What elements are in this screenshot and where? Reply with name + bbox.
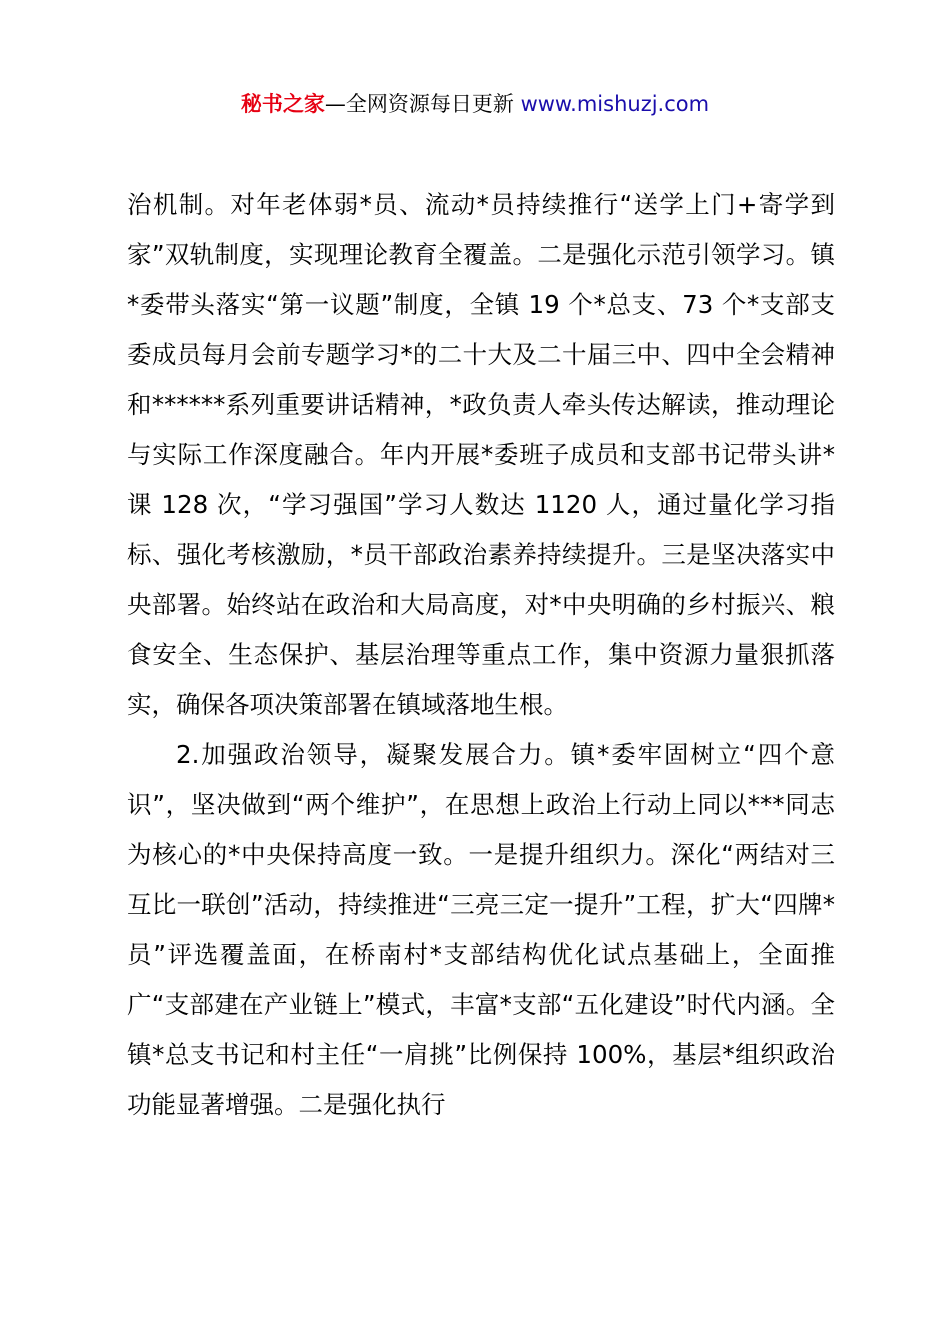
- document-body: [127, 180, 835, 1130]
- paragraph-2: 2.加强政治领导，凝聚发展合力。镇*委牢固树立“四个意识”，坚决做到“两个维护”，在思想上政治上行动上同以***同志为核心的*中央保持高度一致。一是提升组织力。深化“两结对三互比一联创”活动，持续推进“三亮三定一提升”工程，扩大“四牌*员”评选覆盖面，在桥南村*支部结构优化试点基础上，全面推广“支部建在产业链上”模式，丰富*支部“五化建设”时代内涵。全镇*总支书记和村主任“一肩挑”比例保持 100%，基层*组织政治功能显著增强。二是强化执行: [127, 740, 835, 1119]
- header-tagline: —全网资源每日更新: [324, 92, 514, 116]
- page-header: [0, 88, 950, 120]
- paragraph-1: 治机制。对年老体弱*员、流动*员持续推行“送学上门+寄学到家”双轨制度，实现理论教育全覆盖。二是强化示范引领学习。镇*委带头落实“第一议题”制度，全镇 19 个*总支、73 个*支部支委成员每月会前专题学习*的二十大及二十届三中、四中全会精神和******系列重要讲话精神，*政负责人牵头传达解读，推动理论与实际工作深度融合。年内开展*委班子成员和支部书记带头讲*课 128 次，“学习强国”学习人数达 1120 人，通过量化学习指标、强化考核激励，*员干部政治素养持续提升。三是坚决落实中央部署。始终站在政治和大局高度，对*中央明确的乡村振兴、粮食安全、生态保护、基层治理等重点工作，集中资源力量狠抓落实，确保各项决策部署在镇域落地生根。: [127, 190, 835, 719]
- site-url-link[interactable]: www.mishuzj.com: [520, 92, 710, 116]
- brand-name: 秘书之家: [240, 92, 325, 116]
